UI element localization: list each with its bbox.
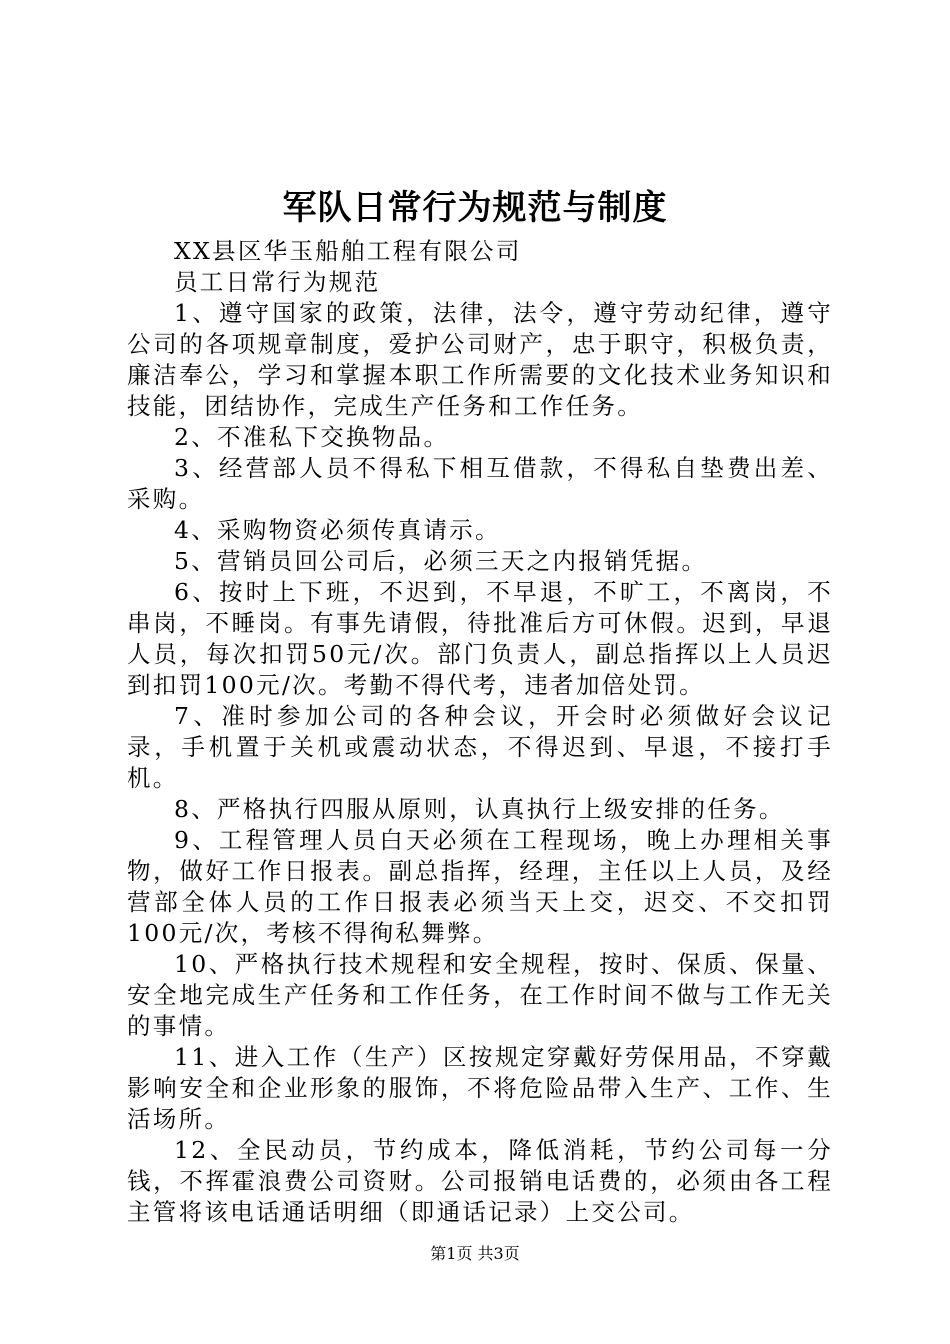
page-footer: 第1页 共3页 bbox=[430, 1244, 520, 1263]
rule-item-12: 12、全民动员，节约成本，降低消耗，节约公司每一分钱，不挥霍浪费公司资财。公司报销电话费的，必须由各工程主管将该电话通话明细（即通话记录）上交公司。 bbox=[127, 1136, 833, 1226]
rule-item-6: 6、按时上下班，不迟到，不早退，不旷工，不离岗，不串岗，不睡岗。有事先请假，待批准后方可休假。迟到，早退人员，每次扣罚50元/次。部门负责人，副总指挥以上人员迟到扣罚100元/次。考勤不得代考，违者加倍处罚。 bbox=[127, 578, 833, 699]
rule-item-4: 4、采购物资必须传真请示。 bbox=[174, 516, 501, 544]
rule-item-9: 9、工程管理人员白天必须在工程现场，晚上办理相关事物，做好工作日报表。副总指挥，经理，主任以上人员，及经营部全体人员的工作日报表必须当天上交，迟交、不交扣罚100元/次，考核不得徇私舞弊。 bbox=[127, 826, 833, 947]
rule-item-2: 2、不准私下交换物品。 bbox=[174, 423, 450, 451]
section-heading: 员工日常行为规范 bbox=[174, 268, 381, 296]
rule-item-7: 7、准时参加公司的各种会议，开会时必须做好会议记录，手机置于关机或震动状态，不得迟到、早退，不接打手机。 bbox=[127, 702, 833, 792]
rule-item-8: 8、严格执行四服从原则，认真执行上级安排的任务。 bbox=[174, 795, 785, 823]
rule-item-11: 11、进入工作（生产）区按规定穿戴好劳保用品，不穿戴影响安全和企业形象的服饰，不将危险品带入生产、工作、生活场所。 bbox=[127, 1043, 833, 1133]
rule-item-5: 5、营销员回公司后，必须三天之内报销凭据。 bbox=[174, 547, 708, 575]
rule-item-1: 1、遵守国家的政策，法律，法令，遵守劳动纪律，遵守公司的各项规章制度，爱护公司财产，忠于职守，积极负责，廉洁奉公，学习和掌握本职工作所需要的文化技术业务知识和技能，团结协作，完成生产任务和工作任务。 bbox=[127, 299, 833, 420]
rule-item-3: 3、经营部人员不得私下相互借款，不得私自垫费出差、采购。 bbox=[127, 454, 833, 513]
document-body bbox=[127, 236, 833, 1228]
document-title: 军队日常行为规范与制度 bbox=[282, 188, 668, 228]
rule-item-10: 10、严格执行技术规程和安全规程，按时、保质、保量、安全地完成生产任务和工作任务，在工作时间不做与工作无关的事情。 bbox=[127, 950, 833, 1040]
company-name: XX县区华玉船舶工程有限公司 bbox=[174, 237, 522, 265]
